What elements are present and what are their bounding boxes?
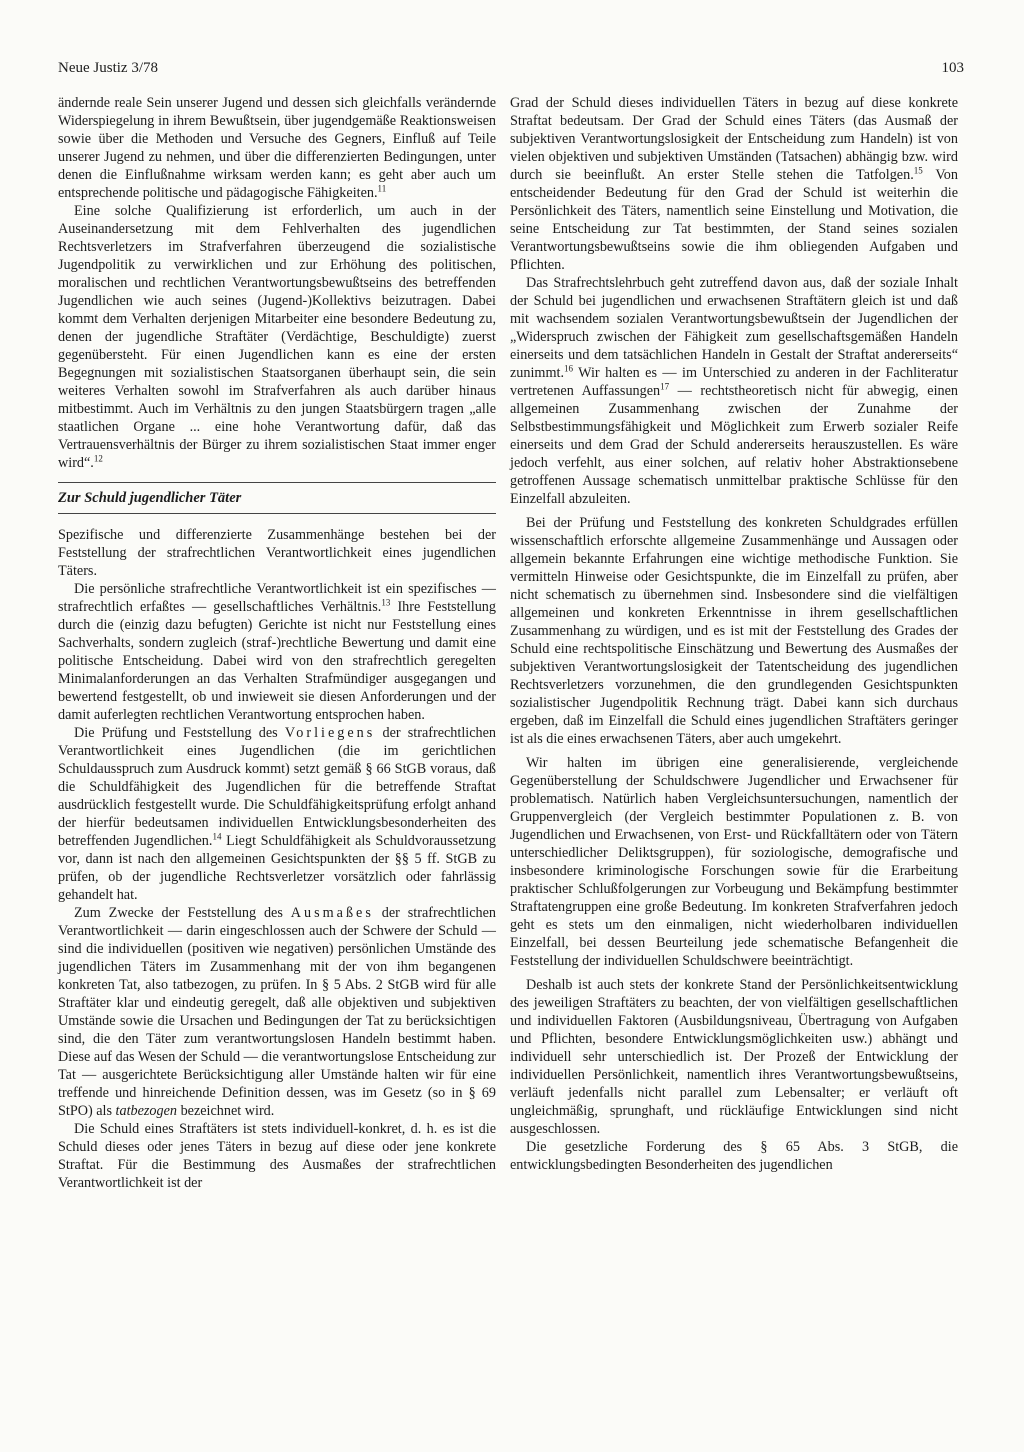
paragraph-text: Eine solche Qualifizierung ist erforderlich, um auch in der Auseinandersetzung mit dem Fehlverhalten des jugendlichen Rechtsverletzers im Strafverfahren überzeugend die sozialistische Jugendpolitik zu verwirklichen und zur Erhöhung des politischen, moralischen und rechtlichen Verantwortungsbewußtseins des betreffenden Jugendlichen wie auch seines (Jugend-)Kollektivs beizutragen. Dabei kommt dem Verhalten derjenigen Mitarbeiter eine besondere Bedeutung zu, denen der jugendliche Straftäter (Verdächtige, Beschuldigte) zuerst gegenübersteht. Für einen Jugendlichen kann es eine der ersten Begegnungen mit sozialistischen Staatsorganen überhaupt sein, die sein weiteres Verhalten sowohl im Strafverfahren als auch darüber hinaus mitbestimmt. Auch im Verhältnis zu den jungen Staatsbürgern tragen „alle staatlichen Organe ... eine hohe Verantwortung dafür, daß das Vertrauensverhältnis der Bürger zu ihrem sozialistischen Staat immer enger wird“. <box>58 203 496 471</box>
footnote-ref: 12 <box>93 453 103 464</box>
paragraph: Deshalb ist auch stets der konkrete Stand der Persönlichkeitsentwicklung des jeweiligen Straftäters zu beachten, der von vielfältigen gesellschaftlichen und individuellen Faktoren (Ausbildungsniveau, Übertragung von Aufgaben und Pflichten, besondere Entwicklungsmöglichkeiten usw.) abhängt und individuell sehr unterschiedlich ist. Der Prozeß der Entwicklung der individuellen Persönlichkeit, namentlich ihres Verantwortungsbewußtseins, verläuft jedenfalls nicht parallel zum Lebensalter; er verläuft oft ungleichmäßig, sprunghaft, und rückläufige Entwicklungen sind nicht ausgeschlossen. <box>510 977 958 1137</box>
page-number: 103 <box>941 60 964 76</box>
paragraph-text: ändernde reale Sein unserer Jugend und dessen sich gleichfalls verändernde Widerspiegelung in ihrem Bewußtsein, über jugendgemäße Reaktionsweisen sowie über die Methoden und Versuche des Gegners, Einfluß auf Teile unserer Jugend zu nehmen, und über die differenzierten Bedingungen, unter denen die Einflußnahme wirksam werden kann; es geht aber auch um entsprechende politische und pädagogische Fähigkeiten. <box>58 95 496 201</box>
paragraph-text: Grad der Schuld dieses individuellen Täters in bezug auf diese konkrete Straftat bedeutsam. Der Grad der Schuld eines Täters (das Ausmaß der subjektiven Verantwortungslosigkeit der Entscheidung zum Handeln) ist von vielen objektiven und subjektiven Umständen (Tatsachen) abhängig bzw. wird durch sie beeinflußt. An erster Stelle stehen die Tatfolgen. <box>510 95 958 183</box>
left-column <box>58 94 496 1192</box>
journal-issue: Neue Justiz 3/78 <box>58 60 158 76</box>
paragraph: Die Schuld eines Straftäters ist stets individuell-konkret, d. h. es ist die Schuld dieses oder jenes Täters in bezug auf diese oder jene konkrete Straftat. Für die Bestimmung des Ausmaßes der strafrechtlichen Verantwortlichkeit ist der <box>58 1121 496 1191</box>
right-column <box>510 94 958 1174</box>
running-header <box>58 60 964 82</box>
paragraph-text: Die Prüfung und Feststellung des <box>74 725 285 741</box>
paragraph <box>58 904 496 1120</box>
paragraph <box>58 580 496 724</box>
paragraph: Bei der Prüfung und Feststellung des konkreten Schuldgrades erfüllen wissenschaftlich erforschte allgemeine Zusammenhänge und Aussagen oder allgemein bekannte Erfahrungen eine wichtige methodische Funktion. Sie vermitteln Hinweise oder Gesichtspunkte, die im Einzelfall zu prüfen, aber nicht schematisch zu übernehmen sind. Insbesondere sind die vielfältigen allgemeinen und konkreten Erkenntnisse in ihrem gesellschaftlichen Zusammenhang zu würdigen, und es ist mit der Feststellung des Grades der Schuld eine rechtspolitische Einschätzung und Bewertung des Ausmaßes der subjektiven Verantwortungslosigkeit der Tatentscheidung des jugendlichen Rechtsverletzers vorzunehmen, die den grundlegenden Gesichtspunkten sozialistischer Jugendpolitik Rechnung trägt. Dabei kann sich durchaus ergeben, daß im Einzelfall die Schuld eines jugendlichen Straftäters geringer ist als die eines erwachsenen Täters, aber auch umgekehrt. <box>510 515 958 747</box>
paragraph <box>58 202 496 472</box>
paragraph-text: Wir halten es — im Unterschied zu anderen in der Fachliteratur vertretenen Auffassungen <box>510 365 958 399</box>
paragraph: Spezifische und differenzierte Zusammenhänge bestehen bei der Feststellung der strafrechtlichen Verantwortlichkeit eines jugendlichen Täters. <box>58 527 496 579</box>
emphasis-spaced: Vorliegens <box>284 725 376 741</box>
footnote-ref: 15 <box>913 165 923 176</box>
emphasis-spaced: Ausmaßes <box>290 905 374 921</box>
paragraph-text: Liegt Schuldfähigkeit als Schuldvoraussetzung vor, dann ist nach den allgemeinen Gesichtspunkten der §§ 5 ff. StGB zu prüfen, ob der jugendliche Rechtsverletzer vorsätzlich oder fahrlässig gehandelt hat. <box>58 833 497 903</box>
paragraph-text: Ihre Feststellung durch die (einzig dazu befugten) Gerichte ist nicht nur Feststellung eines Sachverhalts, sondern zugleich (straf-)rechtliche Bewertung und damit eine politische Entscheidung. Dabei wird von den strafrechtlich geregelten Minimalanforderungen an das Verhalten Strafmündiger ausgegangen und bewertend festgestellt, ob und inwieweit sie diesen Anforderungen und der damit auferlegten rechtlichen Verantwortung entsprochen haben. <box>58 599 496 723</box>
footnote-ref: 13 <box>381 597 391 608</box>
paragraph-text: Die persönliche strafrechtliche Verantwortlichkeit ist ein spezifisches — strafrechtlich erfaßtes — gesellschaftliches Verhältnis. <box>58 581 496 615</box>
paragraph-text: Das Strafrechtslehrbuch geht zutreffend davon aus, daß der soziale Inhalt der Schuld bei jugendlichen und erwachsenen Straftätern gleich ist und daß mit wachsendem sozialen Verantwortungsbewußtsein der Jugendlichen der „Widerspruch zwischen der Fähigkeit zum gesellschaftsgemäßen Handeln einerseits und dem tatsächlichen Handeln in Gestalt der Straftat andererseits“ zunimmt. <box>510 275 958 381</box>
footnote-ref: 17 <box>660 381 670 392</box>
footnote-ref: 16 <box>564 363 573 374</box>
paragraph-text: bezeichnet wird. <box>177 1103 275 1119</box>
paragraph <box>58 724 496 904</box>
paragraph <box>510 94 958 274</box>
footnote-ref: 11 <box>377 183 387 194</box>
footnote-ref: 14 <box>212 831 222 842</box>
paragraph <box>58 94 496 202</box>
paragraph-text: — rechtstheoretisch nicht für abwegig, einen allgemeinen Zusammenhang zwischen der Zunahme der Selbstbestimmungsfähigkeit und Möglichkeit zum Erwerb sozialer Reife einerseits und dem Grad der Schuld andererseits herauszustellen. Es wäre jedoch verfehlt, aus einer solchen, auf relativ hoher Abstraktionsebene getroffenen Aussage schematisch unmittelbar praktische Schlüsse für den Einzelfall abzuleiten. <box>510 383 958 507</box>
emphasis-italic: tatbezogen <box>115 1103 178 1119</box>
section-heading: Zur Schuld jugendlicher Täter <box>58 482 496 514</box>
paragraph <box>510 274 958 508</box>
paragraph-text: der strafrechtlichen Verantwortlichkeit — darin eingeschlossen auch der Schwere der Schuld — sind die individuellen (positiven wie negativen) persönlichen Umstände des jugendlichen Täters im Zusammenhang mit der von ihm begangenen konkreten Tat, also tatbezogen, zu prüfen. In § 5 Abs. 2 StGB wird für alle Straftäter klar und eindeutig geregelt, daß alle objektiven und subjektiven Umstände sowie die Ursachen und Bedingungen der Tat zu berücksichtigen sind, die den Täter zum verantwortungslosen Handeln bestimmt haben. Diese auf das Wesen der Schuld — die verantwortungslose Entscheidung zur Tat — ausgerichtete Berücksichtigung aller Umstände halten wir für eine treffende und hinreichende Definition dessen, was im Gesetz (so in § 69 StPO) als <box>58 905 496 1119</box>
paragraph-text: Von entscheidender Bedeutung für den Grad der Schuld ist weiterhin die Persönlichkeit des Täters, namentlich seine Einstellung und Motivation, die seine Entscheidung zur Tat bestimmten, der Stand seines sozialen Verantwortungsbewußtseins sowie die ihm obliegenden Aufgaben und Pflichten. <box>510 167 958 273</box>
paragraph-text: Zum Zwecke der Feststellung des <box>74 905 291 921</box>
paragraph-text: der strafrechtlichen Verantwortlichkeit eines Jugendlichen (die im gerichtlichen Schuldausspruch zum Ausdruck kommt) setzt gemäß § 66 StGB voraus, daß die Schuldfähigkeit des Jugendlichen für die betreffende Straftat ausdrücklich festgestellt wurde. Die Schuldfähigkeitsprüfung erfolgt anhand der hierfür bedeutsamen individuellen Entwicklungsbesonderheiten des betreffenden Jugendlichen. <box>58 725 496 849</box>
paragraph: Die gesetzliche Forderung des § 65 Abs. 3 StGB, die entwicklungsbedingten Besonderheiten des jugendlichen <box>510 1139 958 1173</box>
paragraph: Wir halten im übrigen eine generalisierende, vergleichende Gegenüberstellung der Schuldschwere Jugendlicher und Erwachsener für problematisch. Natürlich haben Vergleichsuntersuchungen, namentlich der Gruppenvergleich (der Vergleich bestimmter Populationen z. B. von Jugendlichen und Erwachsenen, von Erst- und Rückfalltätern oder von Tätern unterschiedlicher Deliktsgruppen), für soziologische, demografische und insbesondere kriminologische Forschungen sowie für die Erarbeitung praktischer Schlußfolgerungen zur Vorbeugung und Bekämpfung bestimmter Straftatengruppen eine große Bedeutung. Im konkreten Strafverfahren jedoch geht es stets um den einmaligen, nicht wiederholbaren individuellen Einzelfall, bei dessen Beurteilung jede schematische Befangenheit die Feststellung der individuellen Schuldschwere beeinträchtigt. <box>510 755 958 969</box>
